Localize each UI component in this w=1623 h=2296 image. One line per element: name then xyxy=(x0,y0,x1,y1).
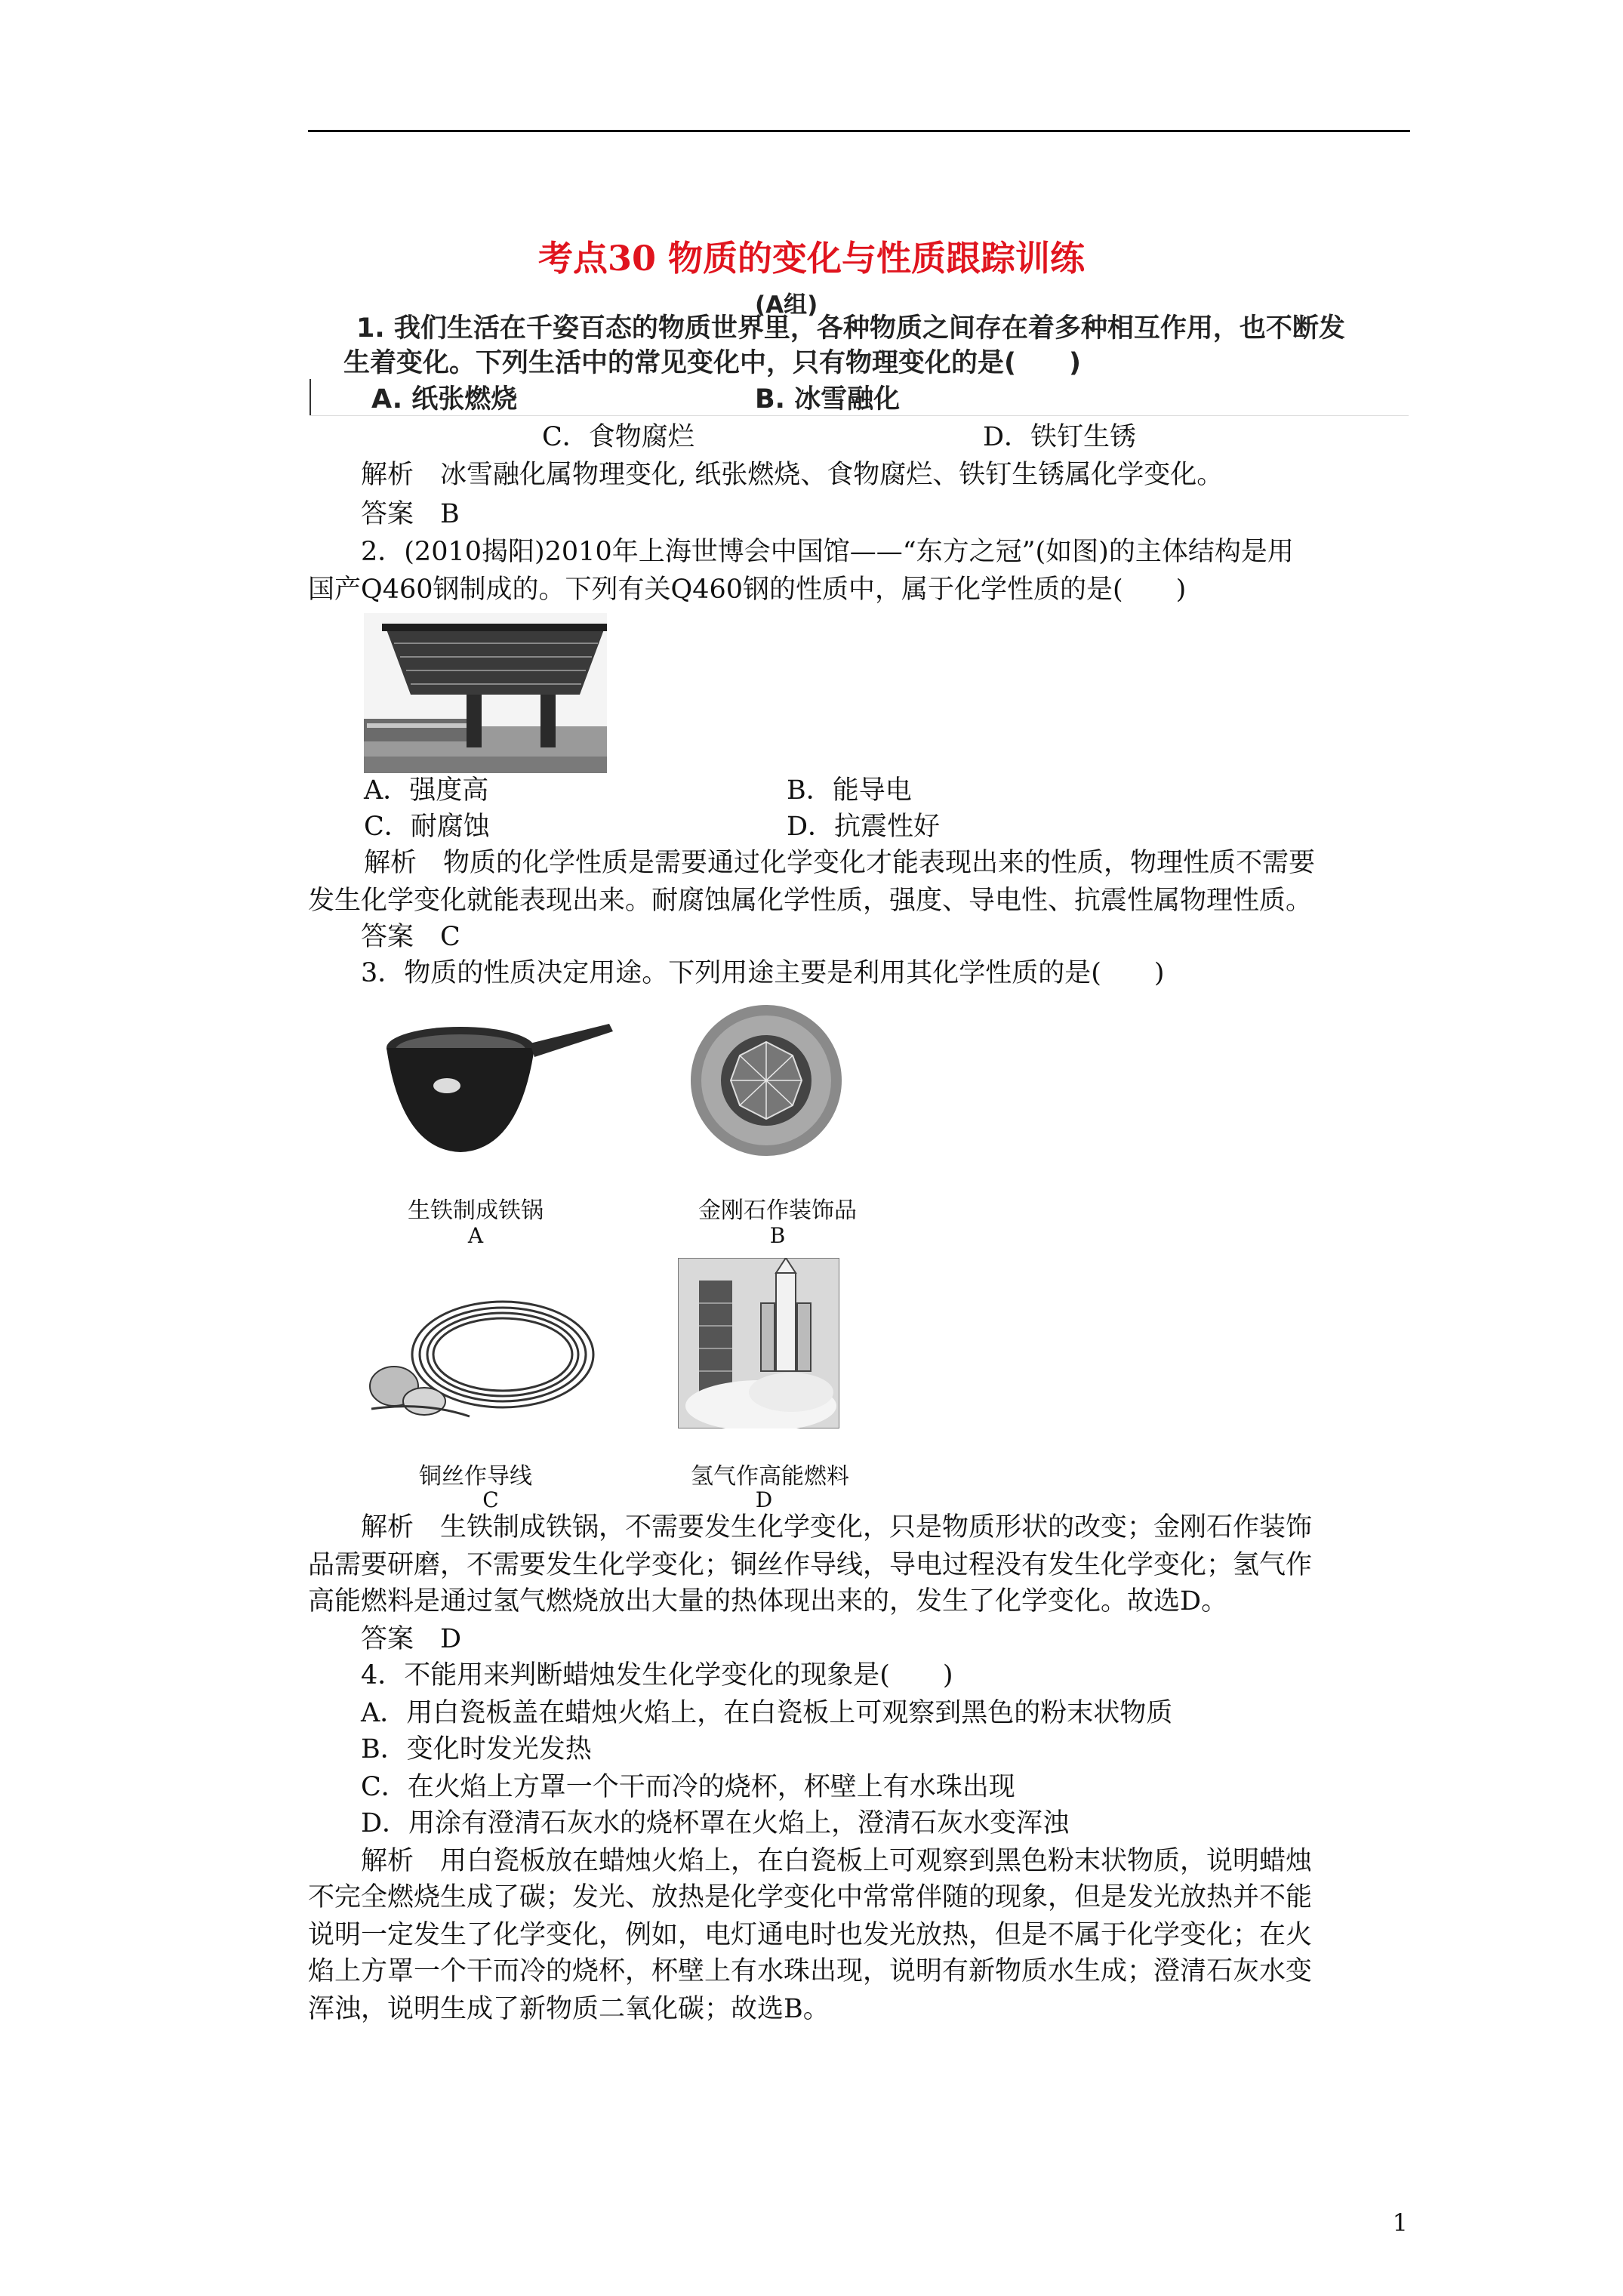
q1-answer-value: B xyxy=(440,499,460,529)
q3-answer-label: 答案 xyxy=(361,1624,414,1654)
q2-answer-value: C xyxy=(440,922,460,952)
header-rule xyxy=(308,130,1410,132)
q3-analysis-label: 解析 xyxy=(361,1512,414,1542)
q1-analysis-text: 冰雪融化属物理变化, 纸张燃烧、食物腐烂、铁钉生锈属化学变化。 xyxy=(440,460,1224,490)
pic-b-caption: 金刚石作装饰品 xyxy=(698,1197,857,1224)
copper-wire-image xyxy=(364,1288,599,1421)
pic-b-letter: B xyxy=(769,1223,786,1248)
q2-option-b: B．能导电 xyxy=(787,775,912,806)
q2-analysis-line1 xyxy=(364,850,1315,877)
q4-analysis-line4: 焰上方罩一个干而冷的烧杯，杯壁上有水珠出现，说明有新物质水生成；澄清石灰水变 xyxy=(308,1956,1313,1986)
q4-option-b: B．变化时发光发热 xyxy=(361,1734,592,1764)
q1-option-b: B. 冰雪融化 xyxy=(755,384,901,415)
q1-answer xyxy=(361,501,460,528)
pic-d-caption: 氢气作高能燃料 xyxy=(691,1463,849,1490)
q3-answer xyxy=(361,1626,461,1653)
scan-margin-mark xyxy=(310,379,311,415)
q2-stem-line1: 2．(2010揭阳)2010年上海世博会中国馆——“东方之冠”(如图)的主体结构是用 xyxy=(361,537,1294,567)
q4-analysis-line2: 不完全燃烧生成了碳；发光、放热是化学变化中常常伴随的现象，但是发光放热并不能 xyxy=(308,1882,1313,1912)
q1-option-c: C．食物腐烂 xyxy=(542,422,694,452)
q2-option-c: C．耐腐蚀 xyxy=(364,812,490,842)
pic-a-letter: A xyxy=(467,1223,484,1248)
q1-analysis xyxy=(361,462,1223,488)
q2-option-a: A．强度高 xyxy=(364,775,489,806)
q1-answer-label: 答案 xyxy=(361,499,414,529)
q1-stem-line1: 1. 我们生活在千姿百态的物质世界里，各种物质之间存在着多种相互作用，也不断发 xyxy=(356,313,1345,344)
q3-analysis-line1 xyxy=(361,1512,1313,1542)
q2-answer-label: 答案 xyxy=(361,922,414,952)
q4-analysis-line3: 说明一定发生了化学变化，例如，电灯通电时也发光放热，但是不属于化学变化；在火 xyxy=(308,1920,1313,1950)
page-title: 考点30 物质的变化与性质跟踪训练 xyxy=(537,238,1086,279)
pic-c-letter: C xyxy=(482,1487,499,1512)
q1-option-a: A. 纸张燃烧 xyxy=(371,384,518,415)
china-pavilion-image xyxy=(364,613,607,773)
q2-stem-line2: 国产Q460钢制成的。下列有关Q460钢的性质中，属于化学性质的是( ) xyxy=(308,575,1187,605)
q3-analysis-line2: 品需要研磨，不需要发生化学变化；铜丝作导线，导电过程没有发生化学变化；氢气作 xyxy=(308,1550,1313,1580)
q4-stem: 4．不能用来判断蜡烛发生化学变化的现象是( ) xyxy=(361,1660,953,1690)
q3-answer-value: D xyxy=(440,1624,462,1654)
iron-wok-image xyxy=(379,1018,613,1166)
q2-answer xyxy=(361,924,460,951)
q4-analysis-text1: 用白瓷板放在蜡烛火焰上，在白瓷板上可观察到黑色粉末状物质，说明蜡烛 xyxy=(440,1846,1313,1876)
diamond-image xyxy=(687,1003,845,1158)
q3-analysis-text1: 生铁制成铁锅，不需要发生化学变化，只是物质形状的改变；金刚石作装饰 xyxy=(440,1512,1313,1542)
q1-analysis-label: 解析 xyxy=(361,460,414,490)
q4-analysis-label: 解析 xyxy=(361,1846,414,1876)
scan-edge xyxy=(310,415,1409,416)
q4-option-a: A．用白瓷板盖在蜡烛火焰上，在白瓷板上可观察到黑色的粉末状物质 xyxy=(361,1698,1173,1728)
pic-c-caption: 铜丝作导线 xyxy=(419,1463,532,1490)
q1-stem-line2: 生着变化。下列生活中的常见变化中，只有物理变化的是( ) xyxy=(343,348,1081,378)
group-label: (A组) xyxy=(755,291,818,319)
q3-analysis-line3: 高能燃料是通过氢气燃烧放出大量的热体现出来的，发生了化学变化。故选D。 xyxy=(308,1586,1228,1616)
q2-analysis-label: 解析 xyxy=(364,848,417,878)
q4-analysis-line5: 浑浊，说明生成了新物质二氧化碳；故选B。 xyxy=(308,1994,830,2024)
page-number: 1 xyxy=(1392,2208,1408,2237)
q2-analysis-text1: 物质的化学性质是需要通过化学变化才能表现出来的性质，物理性质不需要 xyxy=(443,848,1316,878)
q3-stem: 3．物质的性质决定用途。下列用途主要是利用其化学性质的是( ) xyxy=(361,958,1165,988)
q4-analysis-line1 xyxy=(361,1848,1312,1875)
shuttle-launch-image xyxy=(678,1258,839,1428)
pic-a-caption: 生铁制成铁锅 xyxy=(408,1197,544,1224)
pic-d-letter: D xyxy=(755,1487,773,1512)
q4-option-c: C．在火焰上方罩一个干而冷的烧杯，杯壁上有水珠出现 xyxy=(361,1772,1015,1802)
q4-option-d: D．用涂有澄清石灰水的烧杯罩在火焰上，澄清石灰水变浑浊 xyxy=(361,1808,1070,1838)
q2-analysis-line2: 发生化学变化就能表现出来。耐腐蚀属化学性质，强度、导电性、抗震性属物理性质。 xyxy=(308,886,1313,916)
q1-option-d: D．铁钉生锈 xyxy=(983,422,1137,452)
q2-option-d: D．抗震性好 xyxy=(787,812,941,842)
